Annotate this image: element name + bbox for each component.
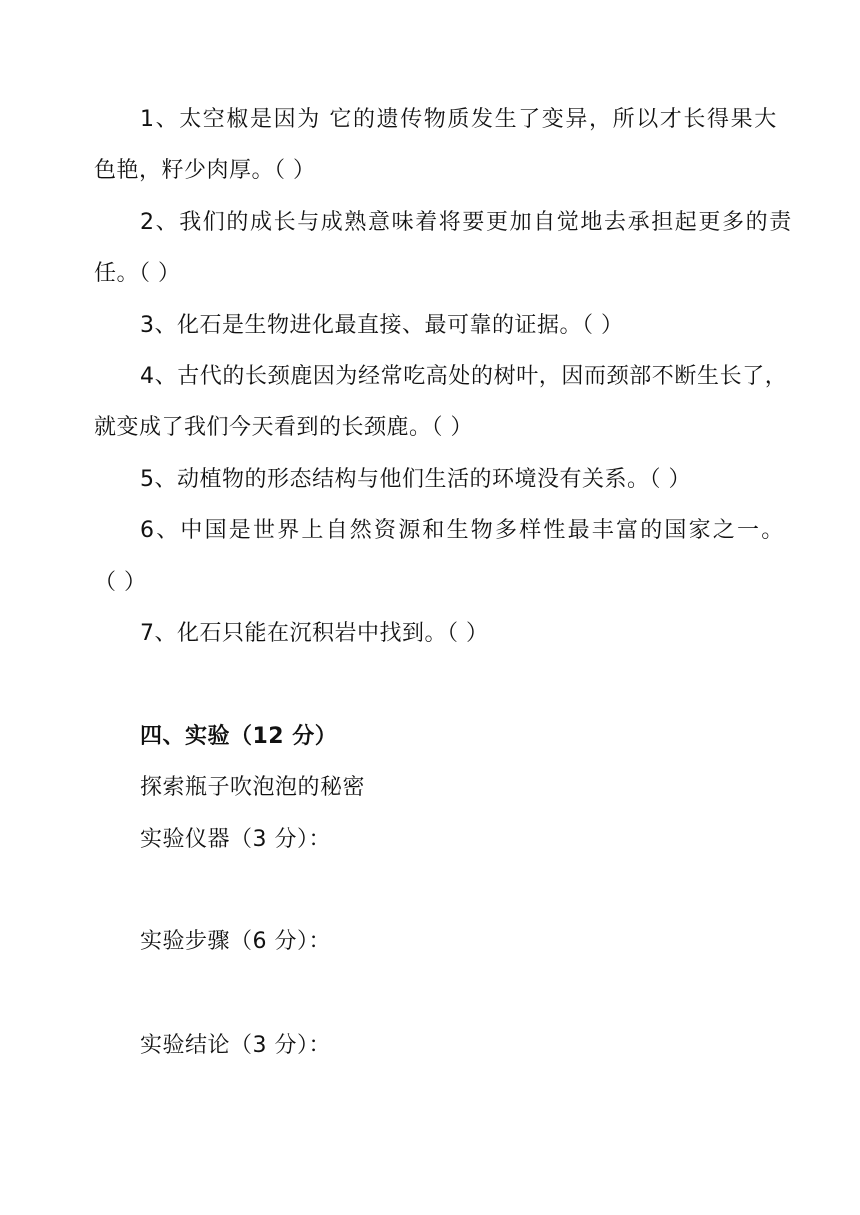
question-3-line-1: 3、化石是生物进化最直接、最可靠的证据。（ ）: [140, 313, 624, 338]
section-4-title: 四、实验（12 分）: [140, 724, 338, 749]
question-6-line-1: 6、中国是世界上自然资源和生物多样性最丰富的国家之一。: [140, 518, 786, 543]
question-2-line-2: 任。（ ）: [94, 261, 181, 286]
question-6-line-2: （ ）: [94, 570, 147, 595]
question-1-line-1: 1、太空椒是因为 它的遗传物质发生了变异，所以才长得果大: [140, 107, 778, 132]
question-7-line-1: 7、化石只能在沉积岩中找到。（ ）: [140, 621, 489, 646]
question-1-line-2: 色艳，籽少肉厚。（ ）: [94, 158, 316, 183]
experiment-conclusion-label: 实验结论（3 分）：: [140, 1033, 331, 1058]
question-5-line-1: 5、动植物的形态结构与他们生活的环境没有关系。（ ）: [140, 467, 691, 492]
experiment-instruments-label: 实验仪器（3 分）：: [140, 827, 331, 852]
experiment-topic: 探索瓶子吹泡泡的秘密: [140, 775, 366, 800]
question-2-line-1: 2、我们的成长与成熟意味着将要更加自觉地去承担起更多的责: [140, 210, 793, 235]
experiment-steps-label: 实验步骤（6 分）：: [140, 929, 331, 954]
question-4-line-2: 就变成了我们今天看到的长颈鹿。（ ）: [94, 415, 473, 440]
question-4-line-1: 4、古代的长颈鹿因为经常吃高处的树叶，因而颈部不断生长了，: [140, 364, 788, 389]
